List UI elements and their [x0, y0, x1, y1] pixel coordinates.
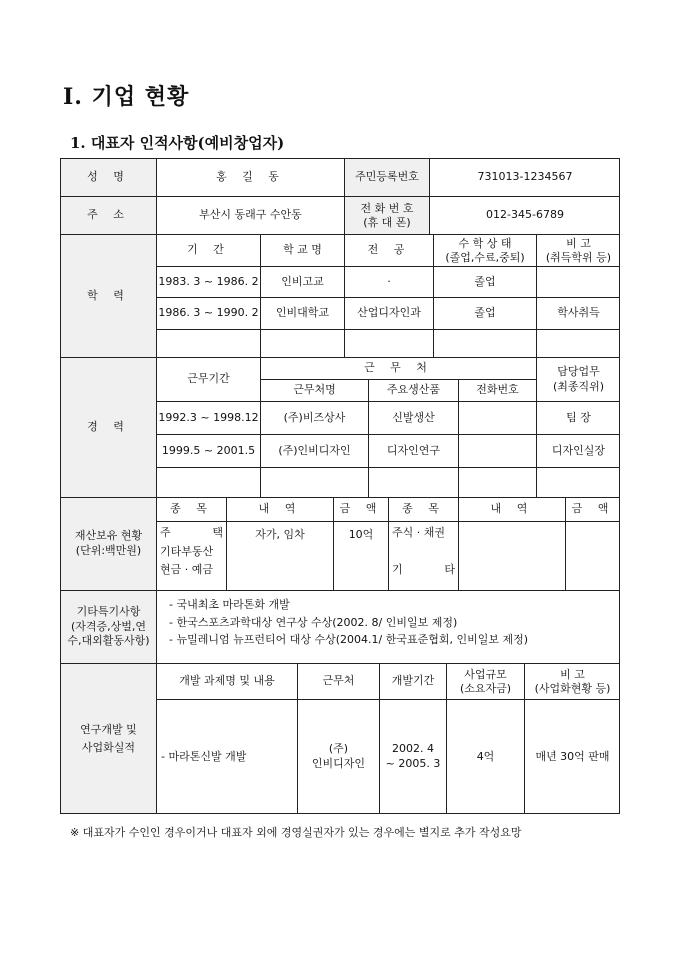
special-label-line3: 수,대외활동사항): [67, 634, 150, 648]
name-value: 홍 길 동: [156, 158, 344, 196]
special-label-line1: 기타특기사항: [76, 604, 141, 618]
career-row3-phone: [458, 467, 536, 497]
career-subheader-product: 주요생산품: [368, 379, 458, 401]
edu-row1-school: 인비고교: [260, 266, 344, 297]
rnd-period-line1: 2002. 4: [392, 742, 434, 756]
section-title: Ⅰ. 기업 현황: [63, 84, 190, 110]
rnd-header-org: 근무처: [297, 663, 379, 699]
edu-header-note-line2: (취득학위 등): [545, 250, 612, 264]
rrn-value: 731013-1234567: [429, 158, 620, 196]
career-row2-product: 디자인연구: [368, 434, 458, 467]
edu-row3-note: [536, 329, 620, 357]
career-row3-period: [156, 467, 260, 497]
special-label-line2: (자격증,상벌,연: [70, 619, 147, 633]
assets-item-others: 기 타: [392, 562, 455, 576]
assets-right-items: [388, 521, 458, 590]
edu-header-period: 기 간: [156, 234, 260, 266]
career-row1-duty: 팀 장: [536, 401, 620, 434]
rnd-header-scale: [446, 663, 524, 699]
edu-row1-note: [536, 266, 620, 297]
name-label: 성 명: [60, 158, 156, 196]
assets-item-house: 주 택: [160, 526, 223, 539]
assets-header-detail-left: 내 역: [226, 497, 333, 521]
address-label: 주 소: [60, 196, 156, 234]
edu-row3-period: [156, 329, 260, 357]
representative-info-table: [60, 158, 620, 814]
career-subheader-phone: 전화번호: [458, 379, 536, 401]
assets-label-line2: (단위:백만원): [75, 544, 142, 557]
address-value: 부산시 동래구 수안동: [156, 196, 344, 234]
special-note-3: - 뉴밀레니엄 뉴프런티어 대상 수상(2004.1/ 한국표준협회, 인비일보 제정): [169, 633, 528, 647]
assets-left-detail: 자가, 임차: [226, 521, 333, 590]
assets-label: [60, 497, 156, 590]
edu-header-note: [536, 234, 620, 266]
career-subheader-company: 근무처명: [260, 379, 368, 401]
assets-header-item-left: 종 목: [156, 497, 226, 521]
assets-left-items: [156, 521, 226, 590]
rnd-task: - 마라톤신발 개발: [156, 699, 297, 814]
edu-row3-status: [433, 329, 536, 357]
career-label: 경 력: [60, 357, 156, 497]
phone-label: [344, 196, 429, 234]
assets-header-amount-left: 금 액: [333, 497, 388, 521]
assets-label-line1: 재산보유 현황: [74, 529, 143, 543]
career-row1-company: (주)비즈상사: [260, 401, 368, 434]
phone-label-line1: 전 화 번 호: [360, 201, 414, 215]
rnd-header-note-line2: (사업화현황 등): [534, 681, 611, 695]
edu-header-school: 학 교 명: [260, 234, 344, 266]
edu-row3-school: [260, 329, 344, 357]
career-row2-duty: 디자인실장: [536, 434, 620, 467]
special-note-2: - 한국스포츠과학대상 연구상 수상(2002. 8/ 인비일보 제정): [169, 615, 458, 629]
edu-row2-school: 인비대학교: [260, 297, 344, 329]
subsection-title: 1. 대표자 인적사항(예비창업자): [70, 134, 285, 152]
edu-row2-period: 1986. 3 ~ 1990. 2: [156, 297, 260, 329]
education-label: 학 력: [60, 234, 156, 357]
career-row2-phone: [458, 434, 536, 467]
rnd-period-line2: ~ 2005. 3: [385, 757, 441, 770]
edu-row2-note: 학사취득: [536, 297, 620, 329]
edu-row3-major: [344, 329, 433, 357]
edu-row1-period: 1983. 3 ~ 1986. 2: [156, 266, 260, 297]
career-header-duty-line2: (최종직위): [552, 379, 605, 393]
career-row3-product: [368, 467, 458, 497]
rnd-header-note-line1: 비 고: [560, 667, 585, 681]
edu-header-status-line1: 수 학 상 태: [458, 237, 512, 251]
special-notes: [156, 590, 620, 663]
rnd-label-line2: 사업화실적: [81, 741, 136, 754]
assets-right-detail: [458, 521, 565, 590]
edu-header-status-line2: (졸업,수료,중퇴): [445, 250, 525, 264]
rnd-scale: 4억: [446, 699, 524, 814]
assets-header-amount-right: 금 액: [565, 497, 620, 521]
special-label: [60, 590, 156, 663]
phone-value: 012-345-6789: [429, 196, 620, 234]
footnote: ※ 대표자가 수인인 경우이거나 대표자 외에 경영실권자가 있는 경우에는 별지로 추가 작성요망: [70, 826, 522, 839]
rnd-header-scale-line2: (소요자금): [459, 681, 512, 695]
edu-header-major: 전 공: [344, 234, 433, 266]
assets-left-amount: 10억: [333, 521, 388, 590]
edu-header-status: [433, 234, 536, 266]
rnd-period: [379, 699, 446, 814]
career-row1-phone: [458, 401, 536, 434]
rnd-org: [297, 699, 379, 814]
career-row2-company: (주)인비디자인: [260, 434, 368, 467]
rnd-header-scale-line1: 사업규모: [464, 667, 507, 681]
career-row3-duty: [536, 467, 620, 497]
assets-item-stocks: 주식 · 채권: [392, 526, 445, 539]
career-header-workplace: 근 무 처: [260, 357, 536, 379]
assets-header-item-right: 종 목: [388, 497, 458, 521]
rnd-header-task: 개발 과제명 및 내용: [156, 663, 297, 699]
edu-row1-major: ·: [344, 266, 433, 297]
career-row3-company: [260, 467, 368, 497]
career-row1-period: 1992.3 ~ 1998.12: [156, 401, 260, 434]
edu-row2-major: 산업디자인과: [344, 297, 433, 329]
rnd-header-period: 개발기간: [379, 663, 446, 699]
rnd-org-line1: (주): [328, 742, 349, 756]
career-row2-period: 1999.5 ~ 2001.5: [156, 434, 260, 467]
career-header-period: 근무기간: [156, 357, 260, 401]
rnd-note: 매년 30억 판매: [524, 699, 620, 814]
rnd-label-line1: 연구개발 및: [80, 723, 137, 737]
assets-item-realestate: 기타부동산: [160, 544, 214, 558]
assets-right-amount: [565, 521, 620, 590]
career-header-duty-line1: 담당업무: [557, 364, 600, 378]
assets-item-cash: 현금 · 예금: [160, 563, 213, 577]
rrn-label: 주민등록번호: [344, 158, 429, 196]
edu-row2-status: 졸업: [433, 297, 536, 329]
special-note-1: - 국내최초 마라톤화 개발: [169, 598, 290, 611]
career-row1-product: 신발생산: [368, 401, 458, 434]
edu-header-note-line1: 비 고: [566, 237, 591, 251]
edu-row1-status: 졸업: [433, 266, 536, 297]
career-header-duty: [536, 357, 620, 401]
rnd-label: [60, 663, 156, 814]
rnd-header-note: [524, 663, 620, 699]
rnd-org-line2: 인비디자인: [311, 757, 366, 770]
assets-header-detail-right: 내 역: [458, 497, 565, 521]
phone-label-line2: (휴 대 폰): [363, 215, 411, 229]
